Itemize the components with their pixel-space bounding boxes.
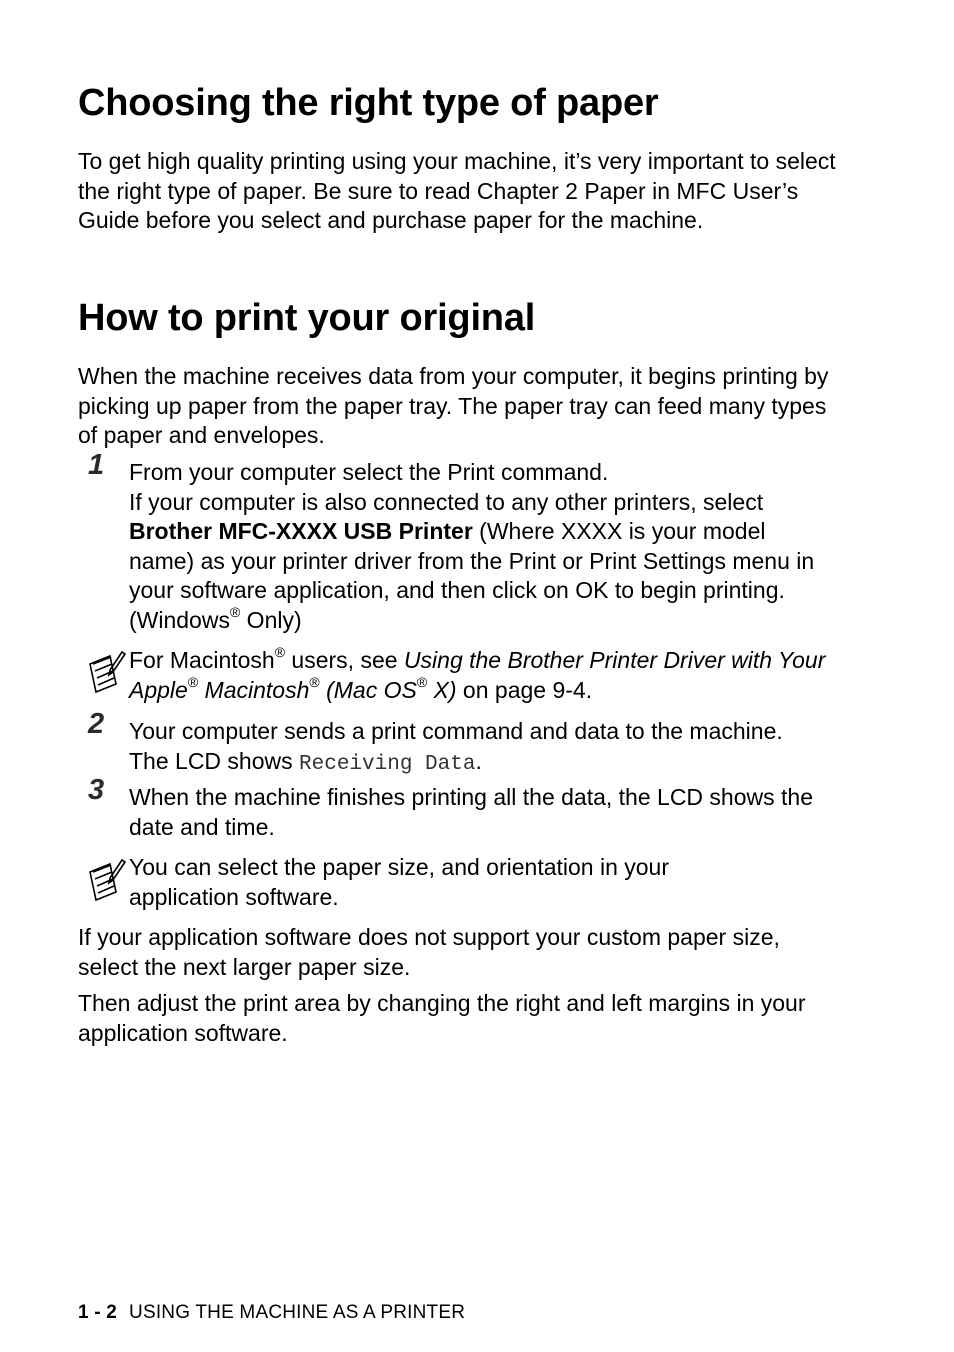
step-1-body <box>129 488 829 636</box>
step-3-text: When the machine finishes printing all the data, the LCD shows the date and time. <box>129 784 813 840</box>
step-1-line1: From your computer select the Print command. <box>129 459 609 485</box>
step-1-end: Only) <box>240 606 302 633</box>
paragraph-print-intro: When the machine receives data from your computer, it begins printing by picking up paper from the paper tray. The paper tray can feed many types of paper and envelopes. <box>78 363 829 449</box>
note-1-i4: X) <box>427 676 457 703</box>
heading-choosing-paper: Choosing the right type of paper <box>78 82 659 124</box>
registered-mark: ® <box>274 644 286 661</box>
step-1-number: 1 <box>88 449 105 481</box>
step-1-pre: If your computer is also connected to any other printers, select <box>129 488 764 515</box>
footer-chapter-title: USING THE MACHINE AS A PRINTER <box>129 1302 466 1323</box>
paragraph-paper-advice: To get high quality printing using your machine, it’s very important to select the right type of paper. Be sure to read Chapter 2 Paper in MFC User’s Guide before you select and purchase paper for the machine. <box>78 148 836 234</box>
step-1-post: (Where XXXX is your model name) as your printer driver from the Print or Print Settings menu in your software application, and then click on OK to begin printing. (Windows <box>129 518 815 633</box>
note-pad-pencil-icon <box>86 650 126 694</box>
registered-mark: ® <box>229 604 241 621</box>
note-1-t2: users, see <box>285 647 404 673</box>
note-1-t3: on page 9-4. <box>456 676 593 703</box>
note-macintosh <box>129 646 839 705</box>
page-number: 1 - 2 <box>78 1302 118 1323</box>
step-2-pre: The LCD shows <box>129 747 300 774</box>
paragraph-custom-size: If your application software does not support your custom paper size, select the next larger paper size. <box>78 924 780 980</box>
note-1-i1: Using the Brother Printer Driver with Your Apple <box>129 647 826 703</box>
note-paper-size: You can select the paper size, and orientation in your application software. <box>129 854 670 910</box>
printer-name: Brother MFC-XXXX USB Printer <box>129 518 473 545</box>
step-2-post: . <box>475 747 482 774</box>
registered-mark: ® <box>309 673 320 690</box>
note-1-t1: For Macintosh <box>129 647 275 673</box>
step-2-line2 <box>129 747 839 780</box>
heading-how-to-print: How to print your original <box>78 297 536 339</box>
step-1-text <box>129 458 829 636</box>
page-footer <box>78 1302 465 1324</box>
note-1-i2: Macintosh <box>198 676 310 703</box>
step-3-number: 3 <box>88 774 105 806</box>
registered-mark: ® <box>416 673 428 690</box>
lcd-message: Receiving Data <box>299 752 476 776</box>
step-2-line1: Your computer sends a print command and data to the machine. <box>129 718 783 744</box>
step-2-text <box>129 717 839 779</box>
paragraph-adjust-margins: Then adjust the print area by changing the right and left margins in your application software. <box>78 990 806 1046</box>
note-pad-pencil-icon <box>86 858 126 902</box>
registered-mark: ® <box>187 673 199 690</box>
note-1-i3: (Mac OS <box>319 676 417 703</box>
step-2-number: 2 <box>88 708 105 740</box>
